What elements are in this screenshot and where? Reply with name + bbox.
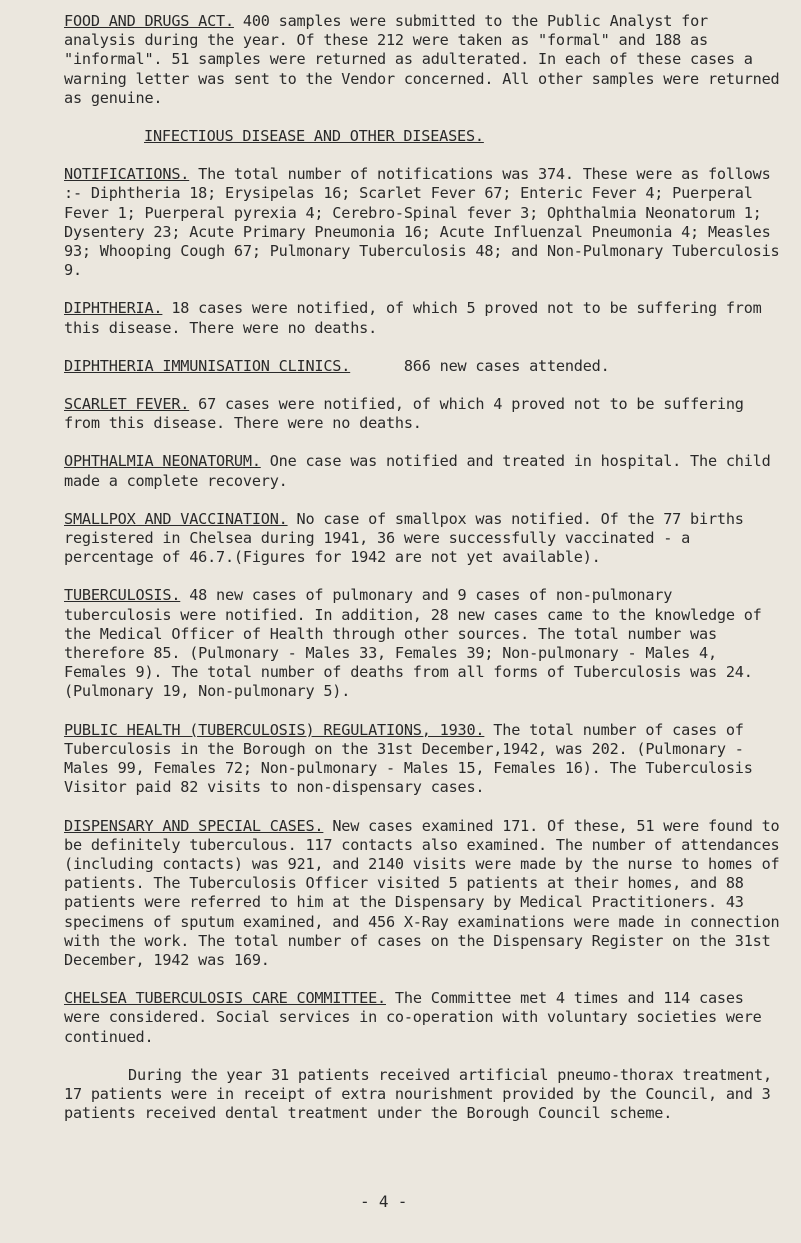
food-drugs-paragraph bbox=[64, 12, 789, 108]
dispensary-paragraph bbox=[64, 816, 789, 971]
care-committee-text: The Committee met 4 times and 114 cases were considered. Social services in co-operation with voluntary societies were continued. bbox=[64, 989, 771, 1046]
notifications-paragraph bbox=[64, 165, 789, 280]
scarlet-fever-paragraph bbox=[64, 395, 784, 433]
page-number: - 4 - bbox=[360, 1192, 408, 1211]
smallpox-text: No case of smallpox was notified. Of the 77 births registered in Chelsea during 1941, 36 were successfully vaccinated - a percentage of 46.7.(Figures for 1942 are not yet available). bbox=[64, 509, 753, 567]
ophthalmia-text: One case was notified and treated in hospital. The child made a complete recovery. bbox=[64, 452, 780, 490]
immunisation-paragraph bbox=[64, 357, 784, 376]
tuberculosis-heading: TUBERCULOSIS. bbox=[64, 586, 181, 605]
smallpox-paragraph bbox=[64, 510, 784, 568]
care-committee-paragraph bbox=[64, 989, 784, 1047]
scarlet-fever-heading: SCARLET FEVER. bbox=[64, 395, 190, 414]
immunisation-text: 866 new cases attended. bbox=[350, 356, 610, 375]
tuberculosis-text: 48 new cases of pulmonary and 9 cases of non-pulmonary tuberculosis were notified. In addition, 28 new cases came to the knowledge of the Medical Officer of Health through other sources. The total number was therefore 85. (Pulmonary - Males 33, Females 39; Non-pulmonary - Males 4, Females 9). The total number of deaths from all forms of Tuberculosis was 24. (Pulmonary 19, Non-pulmonary 5). bbox=[64, 586, 771, 701]
tuberculosis-paragraph bbox=[64, 586, 784, 701]
dispensary-text: New cases examined 171. Of these, 51 were found to be definitely tuberculous. 117 contacts also examined. The number of attendances (including contacts) was 921, and 2140 visits were made by the nurse to homes of patients. The Tuberculosis Officer visited 5 patients at their homes, and 88 patients were referred to him at the Dispensary by Medical Practitioners. 43 specimens of sputum examined, and 456 X-Ray examinations were made in connection with the work. The total number of cases on the Dispensary Register on the 31st December, 1942 was 169. bbox=[64, 816, 789, 969]
immunisation-heading: DIPHTHERIA IMMUNISATION CLINICS. bbox=[64, 356, 351, 375]
infectious-disease-heading: INFECTIOUS DISEASE AND OTHER DISEASES. bbox=[144, 127, 484, 146]
diphtheria-text: 18 cases were notified, of which 5 proved not to be suffering from this disease. There were no deaths. bbox=[64, 299, 771, 337]
smallpox-heading: SMALLPOX AND VACCINATION. bbox=[64, 509, 288, 528]
ophthalmia-heading: OPHTHALMIA NEONATORUM. bbox=[64, 452, 261, 471]
regulations-text: The total number of cases of Tuberculosis in the Borough on the 31st December,1942, was 202. (Pulmonary - Males 99, Females 72; Non-pulmonary - Males 15, Females 16). The Tuberculosis Visitor paid 82 visits to non-dispensary cases. bbox=[64, 720, 762, 797]
scarlet-fever-text: 67 cases were notified, of which 4 proved not to be suffering from this disease. There were no deaths. bbox=[64, 395, 753, 433]
notifications-heading: NOTIFICATIONS. bbox=[64, 165, 190, 184]
care-committee-heading: CHELSEA TUBERCULOSIS CARE COMMITTEE. bbox=[64, 989, 386, 1008]
food-drugs-text: 400 samples were submitted to the Public Analyst for analysis during the year. Of these 212 were taken as "formal" and 188 as "informal". 51 samples were returned as adulterated. In each of these cases a warning letter was sent to the Vendor concerned. All other samples were returned as genuine. bbox=[64, 12, 789, 107]
regulations-paragraph bbox=[64, 721, 784, 798]
diphtheria-heading: DIPHTHERIA. bbox=[64, 299, 163, 318]
final-paragraph: During the year 31 patients received artificial pneumo-thorax treatment, 17 patients were in receipt of extra nourishment provided by the Council, and 3 patients received dental treatment under the Borough Council scheme. bbox=[64, 1065, 781, 1123]
dispensary-heading: DISPENSARY AND SPECIAL CASES. bbox=[64, 816, 324, 835]
regulations-heading: PUBLIC HEALTH (TUBERCULOSIS) REGULATIONS, 1930. bbox=[64, 720, 485, 739]
document-body bbox=[64, 12, 789, 1142]
notifications-text: The total number of notifications was 374. These were as follows :- Diphtheria 18; Erysipelas 16; Scarlet Fever 67; Enteric Fever 4; Puerperal Fever 1; Puerperal pyrexia 4; Cerebro-Spinal fever 3; Ophthalmia Neonatorum 1; Dysentery 23; Acute Primary Pneumonia 16; Acute Influenzal Pneumonia 4; Measles 93; Whooping Cough 67; Pulmonary Tuberculosis 48; and Non-Pulmonary Tuberculosis 9. bbox=[64, 165, 789, 280]
ophthalmia-paragraph bbox=[64, 452, 784, 490]
diphtheria-paragraph bbox=[64, 299, 784, 337]
food-drugs-heading: FOOD AND DRUGS ACT. bbox=[64, 12, 234, 30]
